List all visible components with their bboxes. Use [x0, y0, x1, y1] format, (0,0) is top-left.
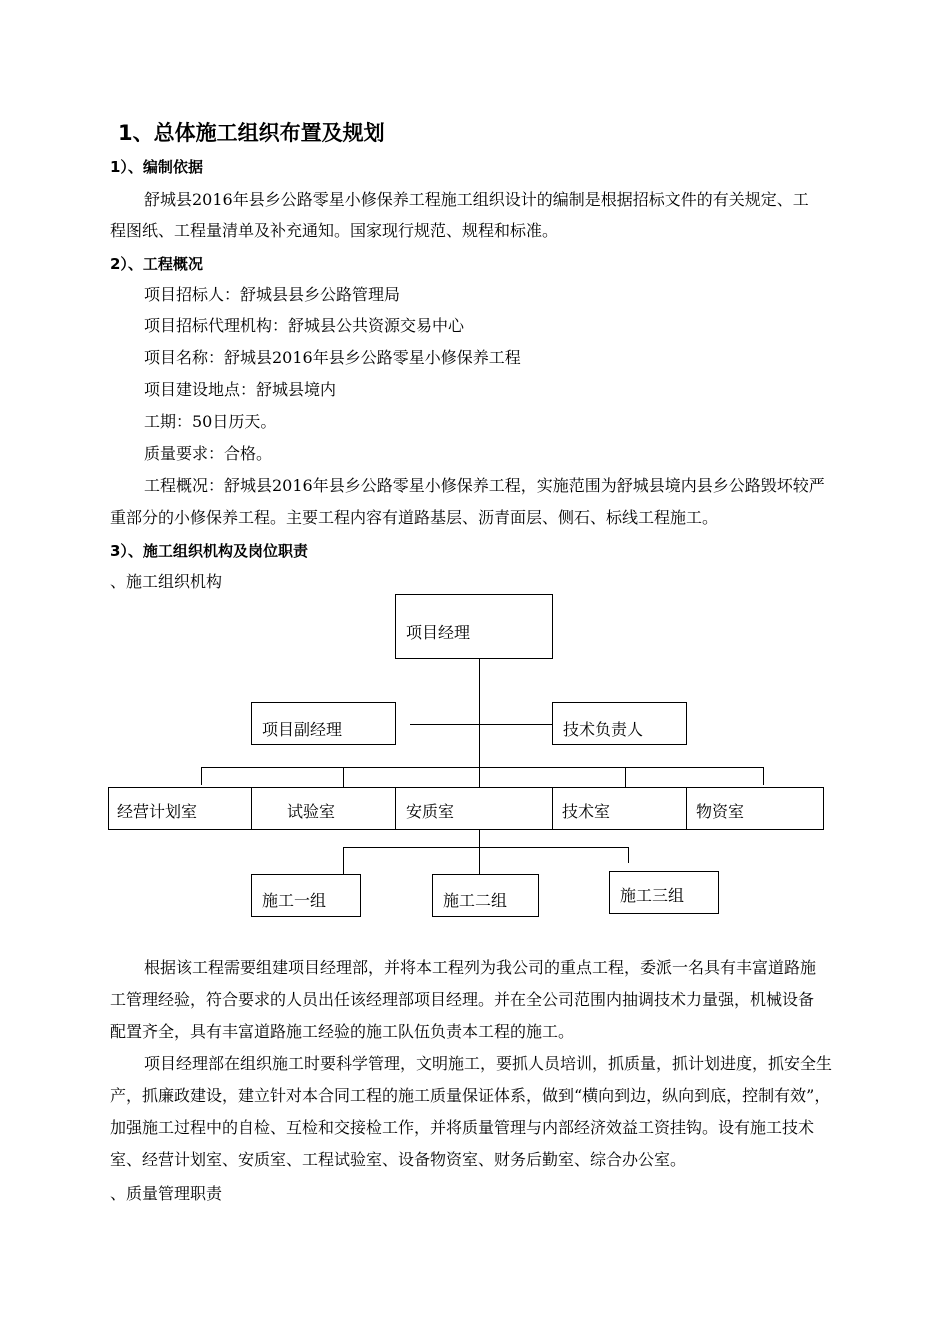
org-box-label: 项目副经理 [262, 720, 343, 739]
page-title: 1、总体施工组织布置及规划 [118, 121, 385, 145]
org-box-label: 施工一组 [262, 891, 327, 910]
org-team-3 [609, 871, 719, 914]
org-department-technical: 技术室 [562, 802, 611, 821]
connector-line [625, 767, 626, 788]
paragraph-line: 产，抓廉政建设，建立针对本合同工程的施工质量保证体系，做到“横向到边，纵向到底，控制有效”， [110, 1086, 831, 1105]
org-box-label: 项目经理 [406, 623, 471, 642]
subheading-org-structure: 、施工组织机构 [110, 572, 223, 591]
info-item: 项目招标人：舒城县县乡公路管理局 [144, 285, 401, 304]
department-divider [552, 787, 553, 830]
org-department-safety-quality: 安质室 [406, 802, 455, 821]
subheading-quality-duties: 、质量管理职责 [110, 1184, 223, 1203]
connector-line [201, 767, 763, 768]
section-heading-overview: 2）、工程概况 [110, 255, 203, 273]
org-team-2 [432, 874, 539, 917]
paragraph-line: 工程概况：舒城县2016年县乡公路零星小修保养工程，实施范围为舒城县境内县乡公路毁坏较严 [144, 476, 825, 495]
paragraph-line: 工管理经验，符合要求的人员出任该经理部项目经理。并在全公司范围内抽调技术力量强，机械设备 [110, 990, 815, 1009]
org-department-planning: 经营计划室 [117, 802, 198, 821]
department-divider [395, 787, 396, 830]
info-item: 项目招标代理机构：舒城县公共资源交易中心 [144, 316, 465, 335]
paragraph-line: 重部分的小修保养工程。主要工程内容有道路基层、沥青面层、侧石、标线工程施工。 [110, 508, 719, 527]
org-box-deputy [251, 702, 396, 745]
paragraph-line: 舒城县2016年县乡公路零星小修保养工程施工组织设计的编制是根据招标文件的有关规定、工 [144, 190, 809, 209]
connector-line [763, 767, 764, 785]
paragraph-line: 项目经理部在组织施工时要科学管理，文明施工，要抓人员培训，抓质量，抓计划进度，抓安全生 [144, 1054, 833, 1073]
org-box-manager [395, 594, 553, 659]
connector-line [343, 767, 344, 788]
department-divider [686, 787, 687, 830]
paragraph-line: 加强施工过程中的自检、互检和交接检工作，并将质量管理与内部经济效益工资挂钩。设有施工技术 [110, 1118, 815, 1137]
connector-line [201, 767, 202, 785]
paragraph-line: 根据该工程需要组建项目经理部，并将本工程列为我公司的重点工程，委派一名具有丰富道路施 [144, 958, 817, 977]
connector-line [628, 847, 629, 863]
connector-line [343, 847, 628, 848]
section-heading-basis: 1）、编制依据 [110, 158, 203, 176]
section-heading-organization: 3）、施工组织机构及岗位职责 [110, 542, 308, 560]
info-item: 质量要求：合格。 [144, 444, 273, 463]
org-box-tech-lead [552, 702, 687, 745]
connector-line [410, 724, 552, 725]
org-team-1 [251, 874, 361, 917]
org-department-lab: 试验室 [287, 802, 336, 821]
connector-line [479, 828, 480, 874]
paragraph-line: 室、经营计划室、安质室、工程试验室、设备物资室、财务后勤室、综合办公室。 [110, 1150, 687, 1169]
org-box-label: 技术负责人 [563, 720, 644, 739]
department-divider [251, 787, 252, 830]
info-item: 工期：50日历天。 [144, 412, 277, 431]
org-box-label: 施工三组 [620, 886, 685, 905]
info-item: 项目建设地点：舒城县境内 [144, 380, 337, 399]
org-box-label: 施工二组 [443, 891, 508, 910]
paragraph-line: 配置齐全，具有丰富道路施工经验的施工队伍负责本工程的施工。 [110, 1022, 575, 1041]
connector-line [343, 847, 344, 874]
org-department-materials: 物资室 [696, 802, 745, 821]
connector-line [479, 658, 480, 788]
info-item: 项目名称：舒城县2016年县乡公路零星小修保养工程 [144, 348, 521, 367]
paragraph-line: 程图纸、工程量清单及补充通知。国家现行规范、规程和标准。 [110, 221, 559, 240]
